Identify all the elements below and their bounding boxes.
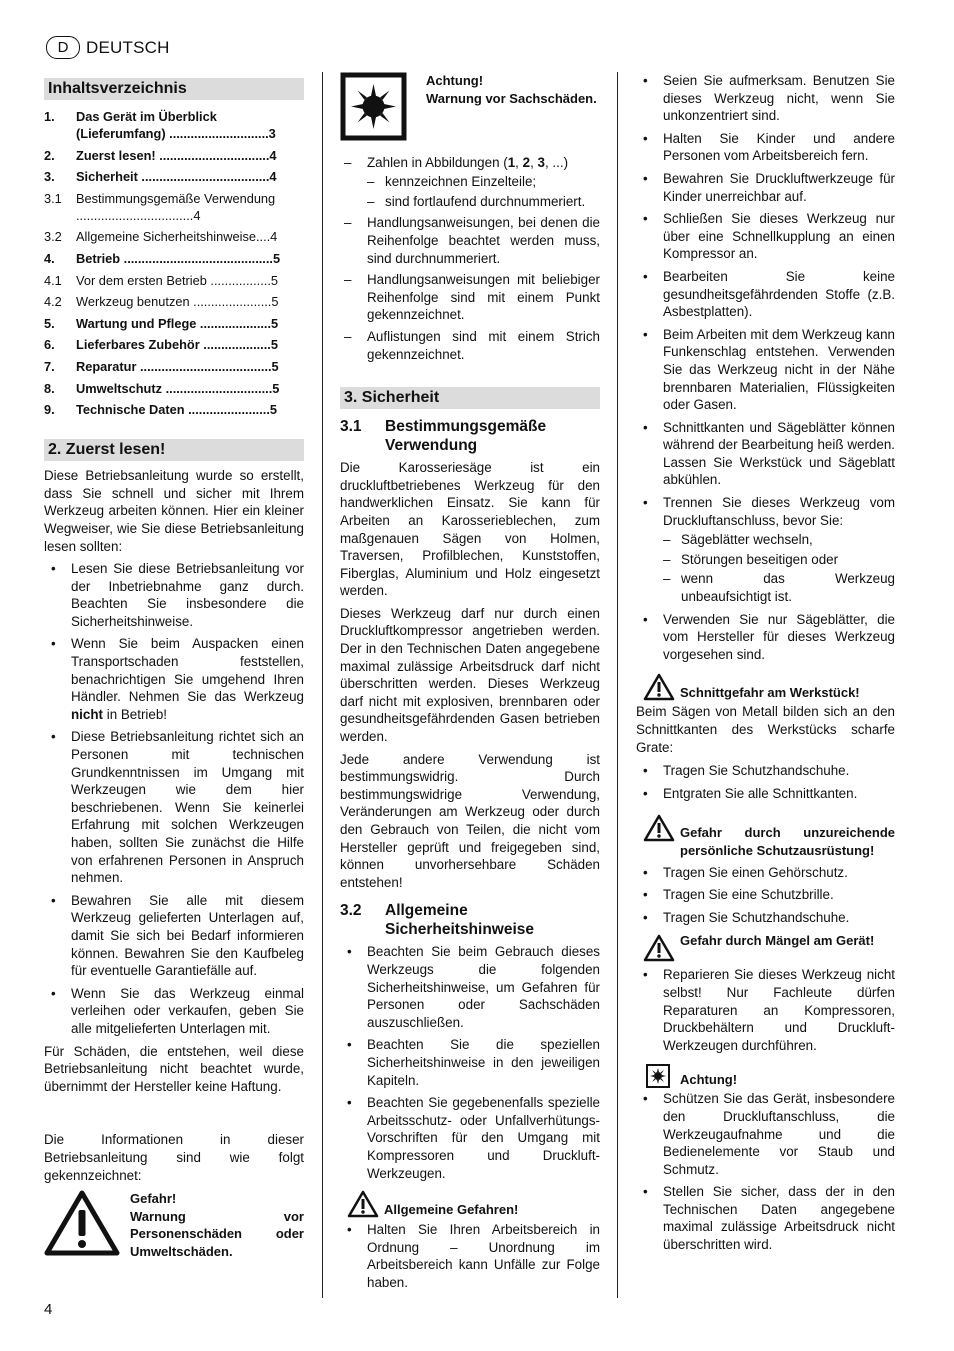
toc-item [44,228,304,245]
list-item: • Lesen Sie diese Betriebsanleitung vor der Inbetriebnahme ganz durch. Beachten Sie insbesondere die Sicherheitshinweise. [44,560,304,630]
gefahr-title: Gefahr! [130,1191,177,1207]
toc-list [44,108,304,418]
toc-item-number: 2. [44,147,55,163]
toc-item [44,147,304,164]
list-item: – Handlungsanweisungen, bei denen die Reihenfolge beachtet werden muss, sind durchnummeriert. [340,214,600,267]
list-item: • Tragen Sie Schutzhandschuhe. [636,909,895,927]
list-item: • Bearbeiten Sie keine gesundheitsgefährdenden Stoffe (z.B. Asbestplatten). [636,268,895,321]
section-sicherheit-title: 3. Sicherheit [340,387,600,409]
list-item: • Bewahren Sie alle mit diesem Werkzeug gelieferten Unterlagen auf, damit Sie sich bei Bedarf informieren können. Bewahren Sie den Kaufbeleg für eventuelle Garantiefälle auf. [44,892,304,980]
list-item: • Beim Arbeiten mit dem Werkzeug kann Funkenschlag entstehen. Verwenden Sie das Werkzeug nicht in der Nähe brennbaren Materialien, Flüssigkeiten oder Gasen. [636,326,895,414]
list-item: • Stellen Sie sicher, dass der in den Technischen Daten angegebene maximal zulässige Arbeitsdruck nicht überschritten wird. [636,1183,895,1253]
toc-item [44,168,304,185]
list-item: • Schnittkanten und Sägeblätter können während der Bearbeitung heiß werden. Lassen Sie Werkstück und Sägeblatt abkühlen. [636,419,895,489]
toc-item-number: 4.1 [44,272,62,288]
schutzausruestung-title: Gefahr durch unzureichende persönliche Schutzausrüstung! [680,825,895,858]
list-item: • Halten Sie Ihren Arbeitsbereich in Ordnung – Unordnung im Arbeitsbereich kann Unfälle zur Folge haben. [340,1221,600,1291]
list-item: – Zahlen in Abbildungen (1, 2, 3, ...) – kennzeichnen Einzelteile; – sind fortlaufend durchnummeriert. [340,154,600,211]
s31-paragraph: Dieses Werkzeug darf nur durch einen Druckluftkompressor angetrieben werden. Der in den Technischen Daten angegebene maximal zulässige Arbeitsdruck darf nicht überschritten werden. Dieses Werkzeug darf nicht mit explosiven, brennbaren oder gesundheitsgefährdenden Gasen betrieben werden. [340,605,600,745]
column-divider [617,72,618,1298]
toc-item-number: 7. [44,358,55,374]
list-item: • Tragen Sie eine Schutzbrille. [636,886,895,904]
page-number: 4 [44,1301,53,1318]
toc-item [44,190,304,224]
zuerst-list [44,560,304,1037]
list-item: – sind fortlaufend durchnummeriert. [367,193,600,211]
schnittgefahr-notice [636,673,895,701]
warning-triangle-icon [643,673,675,701]
toc-item-number: 8. [44,380,55,396]
list-item: • Beachten Sie beim Gebrauch dieses Werkzeugs die folgenden Sicherheitshinweise, um Gefahren für Personen oder Sachschäden auszuschließen. [340,943,600,1031]
list-item: • Beachten Sie die speziellen Sicherheitshinweise in den jeweiligen Kapiteln. [340,1036,600,1089]
list-item: • Schließen Sie dieses Werkzeug nur über eine Schnellkupplung an einen Kompressor an. [636,210,895,263]
s31-paragraph: Jede andere Verwendung ist bestimmungswidrig. Durch bestimmungswidrige Verwendung, Veränderungen am Werkzeug oder durch den Gebrauch von Teilen, die nicht vom Hersteller geprüft und freigegeben sind, können unvorhersehbare Schäden entstehen! [340,751,600,890]
toc-item-text: Wartung und Pflege ....................5 [76,315,279,331]
achtung-notice-2 [636,1064,895,1088]
safety-list [636,72,895,663]
column-left [44,72,304,1261]
toc-item [44,108,304,142]
list-item: • Tragen Sie einen Gehörschutz. [636,864,895,882]
list-item: – Störungen beseitigen oder [663,551,895,569]
toc-item-text: Werkzeug benutzen ......................5 [76,294,279,310]
toc-item-text: Das Gerät im Überblick (Lieferumfang) ............................3 [76,109,276,141]
toc-item [44,315,304,332]
toc-item-text: Betrieb ..........................................5 [76,250,281,266]
list-item: – Auflistungen sind mit einem Strich gekennzeichnet. [340,328,600,363]
column-right [636,72,895,1259]
gefahr-text: Warnung vor Personenschäden oder Umweltschäden. [130,1208,304,1259]
list-item: • Beachten Sie gegebenenfalls spezielle Arbeitsschutz- oder Unfallverhütungs-Vorschriften für den Umgang mit Kompressoren und Druckluft-Werkzeugen. [340,1094,600,1182]
list-item: • Reparieren Sie dieses Werkzeug nicht selbst! Nur Fachleute dürfen Reparaturen an Kompressoren, Druckbehältern und Druckluft-Werkzeugen durchführen. [636,966,895,1054]
toc-item-number: 9. [44,402,55,418]
maengel-title: Gefahr durch Mängel am Gerät! [680,933,875,949]
toc-item [44,293,304,310]
list-item: – wenn das Werkzeug unbeaufsichtigt ist. [663,570,895,605]
language-label: DEUTSCH [86,37,170,57]
list-item: • Bewahren Sie Druckluftwerkzeuge für Kinder unerreichbar auf. [636,170,895,205]
toc-item [44,272,304,289]
list-item: • Trennen Sie dieses Werkzeug vom Druckluftanschluss, bevor Sie: – Sägeblätter wechseln, – Störungen beseitigen oder – wenn das Werkzeug unbeaufsichtigt ist. [636,494,895,606]
subsection-31-title: 3.1 Bestimmungsgemäße Verwendung [340,418,547,455]
subsection-32-title: 3.2 Allgemeine Sicherheitshinweise [340,902,535,939]
toc-item-text: Lieferbares Zubehör ...................5 [76,337,278,353]
warning-triangle-icon [643,814,675,842]
achtung-notice [340,72,600,146]
toc-item-text: Sicherheit ....................................4 [76,169,277,185]
toc-item-text: Bestimmungsgemäße Verwendung .................................4 [76,190,276,223]
column-middle [340,72,600,1296]
achtung-title-2: Achtung! [680,1071,738,1087]
achtung-text: Warnung vor Sachschäden. [426,90,597,106]
toc-item-text: Allgemeine Sicherheitshinweise....4 [76,229,278,245]
schnittgefahr-text: Beim Sägen von Metall bilden sich an den Schnittkanten des Werkstücks scharfe Grate: [636,704,895,755]
column-divider [322,72,323,1298]
toc-item [44,380,304,397]
toc-item-text: Vor dem ersten Betrieb .................5 [76,272,278,288]
damage-warning-icon [340,72,426,146]
toc-item-number: 5. [44,315,55,331]
toc-item-text: Reparatur .....................................5 [76,358,279,374]
language-header [46,36,170,59]
list-item: • Verwenden Sie nur Sägeblätter, die vom Hersteller für dieses Werkzeug vorgesehen sind. [636,611,895,664]
list-item: • Wenn Sie beim Auspacken einen Transportschaden feststellen, benachrichtigen Sie umgehend Ihren Händler. Nehmen Sie das Werkzeug nicht in Betrieb! [44,635,304,723]
toc-item-text: Technische Daten .......................5 [76,402,278,418]
toc-item [44,358,304,375]
warning-triangle-icon [44,1190,130,1261]
language-code-badge: D [46,36,80,59]
s32-list [340,943,600,1182]
toc-item-number: 1. [44,109,55,124]
toc-item-number: 3.1 [44,190,62,206]
gefahr-notice [44,1190,304,1261]
warning-triangle-icon [347,1190,379,1218]
toc-item-number: 4.2 [44,294,62,310]
maengel-list [636,966,895,1054]
toc-item-number: 3. [44,169,55,185]
toc-item-number: 6. [44,337,55,353]
list-item: – Sägeblätter wechseln, [663,531,895,549]
marking-info: Die Informationen in dieser Betriebsanleitung sind wie folgt gekennzeichnet: [44,1132,304,1183]
zuerst-intro: Diese Betriebsanleitung wurde so erstellt, dass Sie schnell und sicher mit Ihrem Werkzeug arbeiten können. Hier ein kleiner Wegweiser, wie Sie diese Betriebsanleitung lesen sollten: [44,468,304,554]
list-item: • Tragen Sie Schutzhandschuhe. [636,762,895,780]
list-item: • Diese Betriebsanleitung richtet sich an Personen mit technischen Grundkenntnissen im Umgang mit Werkzeugen wie dem hier beschriebenen. Wenn Sie keinerlei Erfahrung mit solchen Werkzeugen haben, sollten Sie zunächst die Hilfe von erfahrenen Personen in Anspruch nehmen. [44,728,304,886]
achtung-title: Achtung! [426,73,484,88]
toc-item [44,250,304,267]
allgemeine-list [340,1221,600,1291]
list-item: • Seien Sie aufmerksam. Benutzen Sie dieses Werkzeug nicht, wenn Sie unkonzentriert sind. [636,72,895,125]
allgemeine-gefahren-notice [340,1190,600,1218]
maengel-notice [636,932,895,962]
list-item: – kennzeichnen Einzelteile; [367,173,600,191]
schnittgefahr-list [636,762,895,802]
damage-warning-icon [646,1064,670,1088]
toc-item-number: 4. [44,250,55,266]
section-zuerst-title: 2. Zuerst lesen! [44,439,304,461]
warning-triangle-icon [643,934,675,962]
toc-item [44,336,304,353]
allgemeine-gefahren-title: Allgemeine Gefahren! [384,1201,519,1217]
liability-note: Für Schäden, die entstehen, weil diese Betriebsanleitung nicht beachtet wurde, übernimmt der Hersteller keine Haftung. [44,1043,304,1094]
list-item: – Handlungsanweisungen mit beliebiger Reihenfolge sind mit einem Punkt gekennzeichnet. [340,271,600,324]
schutzausruestung-list [636,864,895,927]
toc-item-text: Zuerst lesen! ...............................4 [76,147,277,163]
toc-item-text: Umweltschutz ..............................5 [76,380,280,396]
list-item: • Wenn Sie das Werkzeug einmal verleihen oder verkaufen, geben Sie alle mitgelieferten Unterlagen mit. [44,985,304,1038]
toc-item-number: 3.2 [44,229,62,245]
marking-list [340,154,600,364]
achtung-list [636,1090,895,1253]
toc-title: Inhaltsverzeichnis [44,78,304,100]
s31-paragraph: Die Karosseriesäge ist ein druckluftbetriebenes Werkzeug für den handwerklichen Einsatz. Sie kann für Arbeiten an Karosserieblechen, zum maßgenauen Sägen von Holmen, Traversen, Profilblechen, Kunststoffen, Fiberglas, Aluminium und Holz eingesetzt werden. [340,460,600,599]
list-item: • Halten Sie Kinder und andere Personen vom Arbeitsbereich fern. [636,130,895,165]
schnittgefahr-title: Schnittgefahr am Werkstück! [680,684,860,700]
list-item: • Schützen Sie das Gerät, insbesondere den Druckluftanschluss, die Werkzeugaufnahme und die Bedienelemente vor Staub und Schmutz. [636,1090,895,1178]
toc-item [44,401,304,418]
schutzausruestung-notice [636,814,895,859]
list-item: • Entgraten Sie alle Schnittkanten. [636,785,895,803]
